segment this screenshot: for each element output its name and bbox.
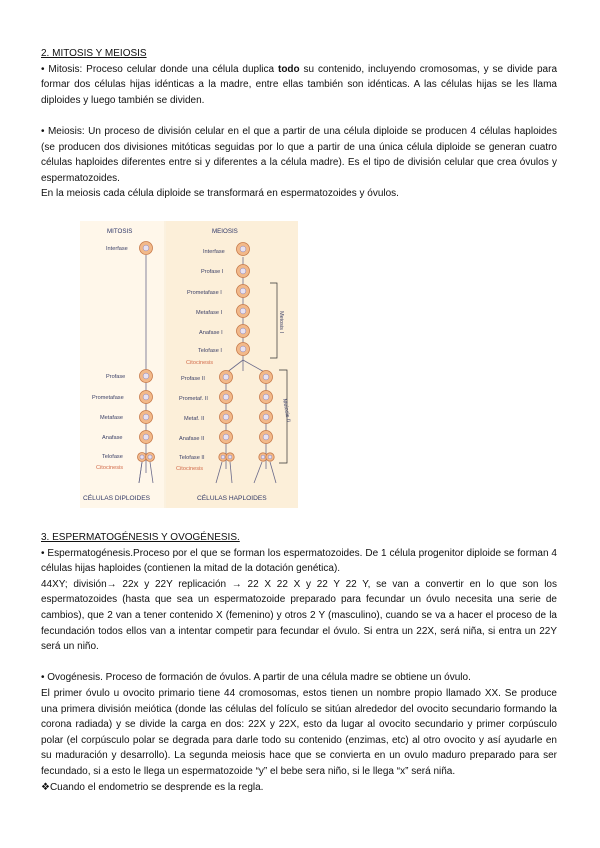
meiosis2-phase-label: Anafase II <box>179 436 205 442</box>
nucleus-icon <box>143 373 149 379</box>
nucleus-icon <box>223 374 229 380</box>
nucleus-icon <box>263 414 269 420</box>
mitosis-bold-word: todo <box>277 63 300 75</box>
nucleus-icon <box>263 394 269 400</box>
nucleus-icon <box>221 455 225 459</box>
nucleus-icon <box>223 434 229 440</box>
connector-line <box>150 462 153 483</box>
meiosis1-phase-label: Telofase I <box>198 348 222 354</box>
mitosis-phase-label: Anafase <box>102 435 123 441</box>
meiosis2-phase-label: Telofase II <box>179 455 205 461</box>
meiosis2-phase-label: Prometaf. II <box>179 396 208 402</box>
meiosis1-bracket <box>270 283 277 358</box>
nucleus-icon <box>148 455 152 459</box>
connector-line <box>139 462 142 483</box>
nucleus-icon <box>240 346 246 352</box>
section-2-heading: 2. MITOSIS Y MEIOSIS <box>41 48 147 59</box>
nucleus-icon <box>140 455 144 459</box>
haploid-cells-label: CÉLULAS HAPLOIDES <box>197 495 267 502</box>
nucleus-icon <box>240 288 246 294</box>
mitosis-paragraph <box>41 62 557 109</box>
mitosis-header: MITOSIS <box>107 228 133 235</box>
mitosis-text-rest: su contenido, incluyendo cromosomas, y se divide para formar dos células hijas idénticas a la madre, entre ellas también son idénticas. A las células hijas se les llama diploides y luego también se dividen. <box>41 63 558 106</box>
meiosis1-phase-label: Interfase <box>203 249 225 255</box>
nucleus-icon <box>223 414 229 420</box>
nucleus-icon <box>240 308 246 314</box>
ovogenesis-body: El primer óvulo u ovocito primario tiene 44 cromosomas, estos tienen un nombre propio llamado XX. Se produce una primera división meiótica (donde las células del folículo se sitúan alrededor del ovocito secundario formando la corona radiada) y se divide la carga en dos: 22X y 22X, esto da lugar al ovocito secundario y primer corpúsculo polar (el corpúsculo polar se degrada para darle todo su contenido (enzimas, etc) al otro ovocito y así ayudarle en su maduración y desarrollo). La segunda meiosis hace que se convierta en un ovulo maduro preparado para ser fecundado, si a esto le llega un espermatozoide “y” el bebe sera niño, si le llega “x” será niña. <box>41 687 557 777</box>
diagram-svg <box>80 221 298 508</box>
connector-line <box>270 462 276 483</box>
diploid-cells-label: CÉLULAS DIPLOIDES <box>83 495 151 502</box>
nucleus-icon <box>143 394 149 400</box>
mitosis-phase-label: Metafase <box>100 415 124 421</box>
meiosis1-phase-label: Prometafase I <box>187 290 222 296</box>
meiosis1-phase-label: Metafase I <box>196 310 223 316</box>
nucleus-icon <box>223 394 229 400</box>
mitosis-text-start: • Mitosis: Proceso celular donde una célula duplica <box>41 63 278 75</box>
section-mitosis-meiosis <box>41 46 557 202</box>
nucleus-icon <box>240 268 246 274</box>
mitosis-phase-label: Telofase <box>102 454 123 460</box>
mitosis-phase-label: Prometafase <box>92 395 124 401</box>
meiosis2-phase-label: Citocinesis <box>176 466 204 472</box>
mitosis-phase-label: Profase <box>106 374 126 380</box>
meiosis1-phase-label: Profase I <box>201 269 224 275</box>
connector-line <box>216 462 222 483</box>
endometrio-note: ❖Cuando el endometrio se desprende es la regla. <box>41 781 264 793</box>
meiosis-header: MEIOSIS <box>212 228 238 235</box>
nucleus-icon <box>143 414 149 420</box>
connector-line <box>254 462 262 483</box>
nucleus-icon <box>228 455 232 459</box>
nucleus-icon <box>263 374 269 380</box>
espermatogenesis-body: 44XY; división→ 22x y 22Y replicación → 22 X 22 X y 22 Y 22 Y, se van a convertir en lo que son los espermatozoides (hasta que sea un espermatozoide preparado para fecundar un óvulo necesita una serie de cambios), que 2 van a tener contenido X (femenino) y otros 2 Y (masculino), cuando se va a hacer el proceso de la fecundación todos ellos van a intentar competir para fecundar el óvulo. Si entra un 22X, será niña, si entra un 22Y será un niño. <box>41 578 557 653</box>
nucleus-icon <box>268 455 272 459</box>
meiosis1-bracket-label: Meiosis I <box>278 311 284 334</box>
ovogenesis-title: • Ovogénesis. Proceso de formación de óvulos. A partir de una célula madre se obtiene un óvulo. <box>41 672 471 684</box>
meiosis-paragraph: • Meiosis: Un proceso de división celular en el que a partir de una célula diploide se producen 4 células haploides (se producen dos divisiones mitóticas seguidas por lo que a partir de una única célula diploide se generan cuatro células haploides diferentes entre si y diferentes a la célula madre). Es el tipo de división celular que crea óvulos y espermatozoides. <box>41 125 557 184</box>
mitosis-phase-label: Interfase <box>106 246 128 252</box>
mitosis-meiosis-diagram <box>80 221 298 508</box>
meiosis2-bracket-label: Meiosis II <box>281 398 292 423</box>
meiosis2-phase-label: Profase II <box>181 376 205 382</box>
nucleus-icon <box>240 328 246 334</box>
meiosis1-phase-label: Anafase I <box>199 330 223 336</box>
nucleus-icon <box>263 434 269 440</box>
nucleus-icon <box>261 455 265 459</box>
meiosis2-phase-label: Metaf. II <box>184 416 205 422</box>
nucleus-icon <box>240 246 246 252</box>
nucleus-icon <box>143 434 149 440</box>
section-espermatogenesis-ovogenesis <box>41 530 557 795</box>
meiosis1-phase-label: Citocinesis <box>186 360 214 366</box>
connector-line <box>230 462 232 483</box>
nucleus-icon <box>143 245 149 251</box>
section-3-heading: 3. ESPERMATOGÉNESIS Y OVOGÉNESIS. <box>41 532 240 543</box>
espermatogenesis-title: • Espermatogénesis.Proceso por el que se forman los espermatozoides. De 1 célula progenitor diploide se forman 4 células hijas haploides (contienen la mitad de la dotación genética). <box>41 547 557 575</box>
mitosis-phase-label: Citocinesis <box>96 465 124 471</box>
meiosis-note: En la meiosis cada célula diploide se transformará en espermatozoides y óvulos. <box>41 188 399 200</box>
